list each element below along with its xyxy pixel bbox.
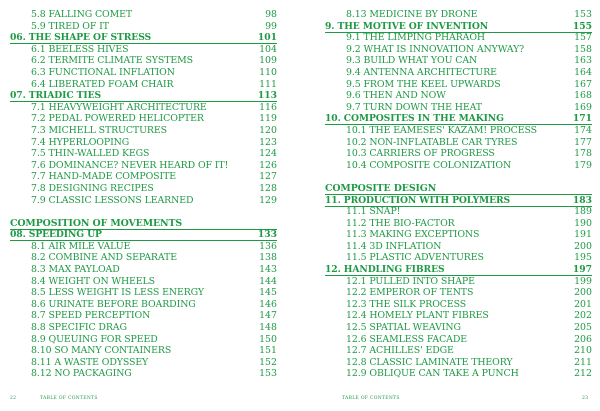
entry-title: 8.2 COMBINE AND SEPARATE (31, 252, 177, 264)
entry-title: 8.10 SO MANY CONTAINERS (31, 345, 172, 357)
right-page-number: 23 (582, 396, 589, 401)
entry-page-number: 133 (257, 229, 277, 241)
toc-entry (10, 241, 277, 253)
toc-entry (325, 67, 592, 79)
entry-title: 6.3 FUNCTIONAL INFLATION (31, 66, 175, 78)
entry-title: 9.6 THEN AND NOW (346, 90, 446, 102)
entry-title: 9.4 ANTENNA ARCHITECTURE (346, 66, 497, 78)
toc-entry (325, 299, 592, 311)
entry-title: 8.7 SPEED PERCEPTION (31, 310, 151, 322)
entry-title: 10.4 COMPOSITE COLONIZATION (346, 159, 512, 171)
toc-entry (10, 264, 277, 276)
toc-entry (325, 79, 592, 91)
entry-title: 9.1 THE LIMPING PHARAOH (346, 32, 485, 44)
entry-page-number: 202 (574, 310, 592, 322)
entry-page-number: 205 (574, 322, 592, 334)
spacer (10, 206, 277, 218)
toc-page-right (325, 9, 592, 380)
toc-entry (10, 287, 277, 299)
entry-page-number: 211 (574, 356, 592, 368)
chapter-entry (325, 113, 592, 125)
toc-entry (325, 229, 592, 241)
toc-entry (325, 287, 592, 299)
chapter-entry (325, 264, 592, 276)
entry-title: 12.4 HOMELY PLANT FIBRES (346, 310, 489, 322)
entry-title: 8.3 MAX PAYLOAD (31, 264, 120, 276)
entry-page-number: 206 (574, 333, 592, 345)
entry-title: 11.3 MAKING EXCEPTIONS (346, 229, 480, 241)
entry-page-number: 145 (259, 287, 277, 299)
toc-entry (10, 334, 277, 346)
entry-page-number: 200 (574, 287, 592, 299)
toc-entry (325, 148, 592, 160)
entry-title: 08. SPEEDING UP (10, 229, 102, 241)
entry-title: 6.4 LIBERATED FOAM CHAIR (31, 78, 174, 90)
toc-entry (325, 9, 592, 21)
entry-title: 8.13 MEDICINE BY DRONE (346, 9, 478, 20)
entry-title: 12.9 OBLIQUE CAN TAKE A PUNCH (346, 368, 519, 380)
entry-title: 07. TRIADIC TIES (10, 90, 102, 102)
toc-entry (10, 345, 277, 357)
entry-page-number: 138 (259, 252, 277, 264)
entry-page-number: 126 (259, 159, 277, 171)
entry-title: 10.1 THE EAMESES' KAZAM! PROCESS (346, 124, 537, 136)
entry-page-number: 150 (259, 333, 277, 345)
entry-title: 7.9 CLASSIC LESSONS LEARNED (31, 194, 194, 206)
entry-page-number: 157 (574, 32, 592, 44)
toc-entry (10, 357, 277, 369)
entry-title: 12.7 ACHILLES' EDGE (346, 345, 454, 357)
entry-page-number: 144 (259, 275, 277, 287)
toc-entry (10, 102, 277, 114)
entry-page-number: 129 (259, 194, 277, 206)
entry-page-number: 148 (259, 322, 277, 334)
toc-entry (10, 55, 277, 67)
entry-page-number: 123 (259, 136, 277, 148)
toc-entry (325, 206, 592, 218)
entry-page-number: 212 (574, 368, 592, 380)
toc-entry (325, 252, 592, 264)
entry-title: 7.5 THIN-WALLED KEGS (31, 148, 150, 160)
entry-page-number: 143 (259, 264, 277, 276)
toc-entry (325, 345, 592, 357)
entry-title: 12.8 CLASSIC LAMINATE THEORY (346, 356, 513, 368)
entry-title: 7.1 HEAVYWEIGHT ARCHITECTURE (31, 101, 207, 113)
toc-entry (325, 334, 592, 346)
entry-title: 06. THE SHAPE OF STRESS (10, 32, 152, 44)
toc-entry (10, 183, 277, 195)
entry-page-number: 151 (259, 345, 277, 357)
toc-entry (10, 137, 277, 149)
entry-title: 12.6 SEAMLESS FACADE (346, 333, 467, 345)
entry-page-number: 101 (257, 32, 277, 44)
entry-title: 7.8 DESIGNING RECIPES (31, 182, 154, 194)
entry-page-number: 201 (574, 298, 592, 310)
entry-page-number: 158 (574, 43, 592, 55)
entry-title: 6.2 TERMITE CLIMATE SYSTEMS (31, 55, 193, 67)
toc-page-left (10, 9, 277, 380)
entry-title: 9. THE MOTIVE OF INVENTION (325, 20, 489, 32)
toc-entry (325, 160, 592, 172)
entry-title: 8.11 A WASTE ODYSSEY (31, 356, 149, 368)
entry-page-number: 183 (572, 194, 592, 206)
toc-entry (10, 79, 277, 91)
entry-page-number: 199 (574, 275, 592, 287)
entry-page-number: 179 (574, 159, 592, 171)
entry-title: 7.2 PEDAL POWERED HELICOPTER (31, 113, 204, 125)
entry-page-number: 178 (574, 148, 592, 160)
entry-page-number: 177 (574, 136, 592, 148)
entry-title: 7.3 MICHELL STRUCTURES (31, 124, 167, 136)
entry-page-number: 109 (259, 55, 277, 67)
entry-page-number: 111 (259, 78, 277, 90)
entry-page-number: 147 (259, 310, 277, 322)
entry-title: 10. COMPOSITES IN THE MAKING (325, 113, 504, 125)
toc-entry (10, 67, 277, 79)
entry-title: 12.1 PULLED INTO SHAPE (346, 275, 475, 287)
toc-entry (325, 90, 592, 102)
toc-entry (10, 148, 277, 160)
toc-entry (10, 310, 277, 322)
toc-entry (10, 252, 277, 264)
entry-title: 7.4 HYPERLOOPING (31, 136, 130, 148)
toc-entry (10, 9, 277, 21)
entry-title: 8.12 NO PACKAGING (31, 368, 132, 380)
entry-title: 9.2 WHAT IS INNOVATION ANYWAY? (346, 43, 525, 55)
toc-entry (10, 44, 277, 56)
left-footer-label: TABLE OF CONTENTS (40, 396, 98, 401)
entry-title: 7.6 DOMINANCE? NEVER HEARD OF IT! (31, 159, 229, 171)
toc-entry (325, 55, 592, 67)
toc-entry (325, 218, 592, 230)
entry-page-number: 127 (259, 171, 277, 183)
entry-page-number: 124 (259, 148, 277, 160)
right-footer-label: TABLE OF CONTENTS (342, 396, 400, 401)
entry-title: 11. PRODUCTION WITH POLYMERS (325, 194, 511, 206)
entry-page-number: 104 (259, 43, 277, 55)
toc-entry (10, 125, 277, 137)
entry-page-number: 155 (572, 20, 592, 32)
entry-page-number: 163 (574, 55, 592, 67)
entry-page-number: 210 (574, 345, 592, 357)
toc-entry (10, 21, 277, 33)
toc-entry (10, 276, 277, 288)
chapter-entry (10, 229, 277, 241)
entry-page-number: 119 (259, 113, 277, 125)
section-heading (325, 183, 592, 195)
entry-title: 9.5 FROM THE KEEL UPWARDS (346, 78, 501, 90)
toc-entry (325, 368, 592, 380)
entry-title: 8.9 QUEUING FOR SPEED (31, 333, 158, 345)
entry-title: 7.7 HAND-MADE COMPOSITE (31, 171, 176, 183)
chapter-entry (325, 21, 592, 33)
entry-title: 8.6 URINATE BEFORE BOARDING (31, 298, 196, 310)
toc-entry (325, 125, 592, 137)
entry-page-number: 110 (259, 66, 277, 78)
left-page-number: 22 (10, 396, 17, 401)
spacer (325, 171, 592, 183)
toc-entry (10, 299, 277, 311)
entry-page-number: 99 (265, 20, 277, 32)
entry-title: 10.3 CARRIERS OF PROGRESS (346, 148, 495, 160)
entry-page-number: 167 (574, 78, 592, 90)
entry-title: 9.3 BUILD WHAT YOU CAN (346, 55, 478, 67)
entry-page-number: 152 (259, 356, 277, 368)
section-heading (10, 218, 277, 230)
entry-title: 5.8 FALLING COMET (31, 9, 133, 20)
entry-page-number: 189 (574, 206, 592, 218)
chapter-entry (325, 195, 592, 207)
toc-entry (325, 44, 592, 56)
entry-title: 5.9 TIRED OF IT (31, 20, 109, 32)
entry-title: COMPOSITION OF MOVEMENTS (10, 217, 183, 229)
entry-page-number: 168 (574, 90, 592, 102)
entry-title: 12. HANDLING FIBRES (325, 264, 445, 276)
entry-title: 11.1 SNAP! (346, 206, 401, 218)
chapter-entry (10, 90, 277, 102)
toc-entry (10, 322, 277, 334)
entry-title: 11.4 3D INFLATION (346, 240, 442, 252)
entry-page-number: 116 (259, 101, 277, 113)
toc-entry (325, 32, 592, 44)
entry-title: 9.7 TURN DOWN THE HEAT (346, 101, 482, 113)
entry-title: 12.5 SPATIAL WEAVING (346, 322, 461, 334)
entry-page-number: 136 (259, 240, 277, 252)
toc-entry (325, 310, 592, 322)
entry-page-number: 191 (574, 229, 592, 241)
entry-page-number: 153 (259, 368, 277, 380)
entry-page-number: 197 (572, 264, 592, 276)
toc-entry (325, 241, 592, 253)
entry-page-number: 120 (259, 124, 277, 136)
entry-page-number: 195 (574, 252, 592, 264)
entry-page-number: 98 (265, 9, 277, 20)
entry-page-number: 169 (574, 101, 592, 113)
entry-page-number: 128 (259, 182, 277, 194)
entry-title: 8.8 SPECIFIC DRAG (31, 322, 127, 334)
entry-page-number: 153 (574, 9, 592, 20)
toc-entry (325, 102, 592, 114)
toc-entry (325, 276, 592, 288)
entry-page-number: 113 (257, 90, 277, 102)
toc-entry (10, 113, 277, 125)
entry-title: 12.3 THE SILK PROCESS (346, 298, 467, 310)
toc-entry (10, 195, 277, 207)
toc-entry (325, 322, 592, 334)
entry-title: 8.1 AIR MILE VALUE (31, 240, 131, 252)
toc-entry (10, 160, 277, 172)
entry-page-number: 146 (259, 298, 277, 310)
chapter-entry (10, 32, 277, 44)
entry-page-number: 174 (574, 124, 592, 136)
toc-entry (10, 171, 277, 183)
toc-entry (325, 137, 592, 149)
entry-page-number: 190 (574, 217, 592, 229)
entry-title: 8.5 LESS WEIGHT IS LESS ENERGY (31, 287, 204, 299)
toc-entry (10, 368, 277, 380)
entry-title: COMPOSITE DESIGN (325, 182, 437, 194)
entry-title: 12.2 EMPEROR OF TENTS (346, 287, 474, 299)
toc-entry (325, 357, 592, 369)
entry-title: 11.5 PLASTIC ADVENTURES (346, 252, 484, 264)
entry-title: 10.2 NON-INFLATABLE CAR TYRES (346, 136, 518, 148)
entry-title: 8.4 WEIGHT ON WHEELS (31, 275, 155, 287)
entry-page-number: 164 (574, 66, 592, 78)
entry-title: 11.2 THE BIO-FACTOR (346, 217, 455, 229)
entry-title: 6.1 BEELESS HIVES (31, 43, 129, 55)
entry-page-number: 200 (574, 240, 592, 252)
entry-page-number: 171 (572, 113, 592, 125)
